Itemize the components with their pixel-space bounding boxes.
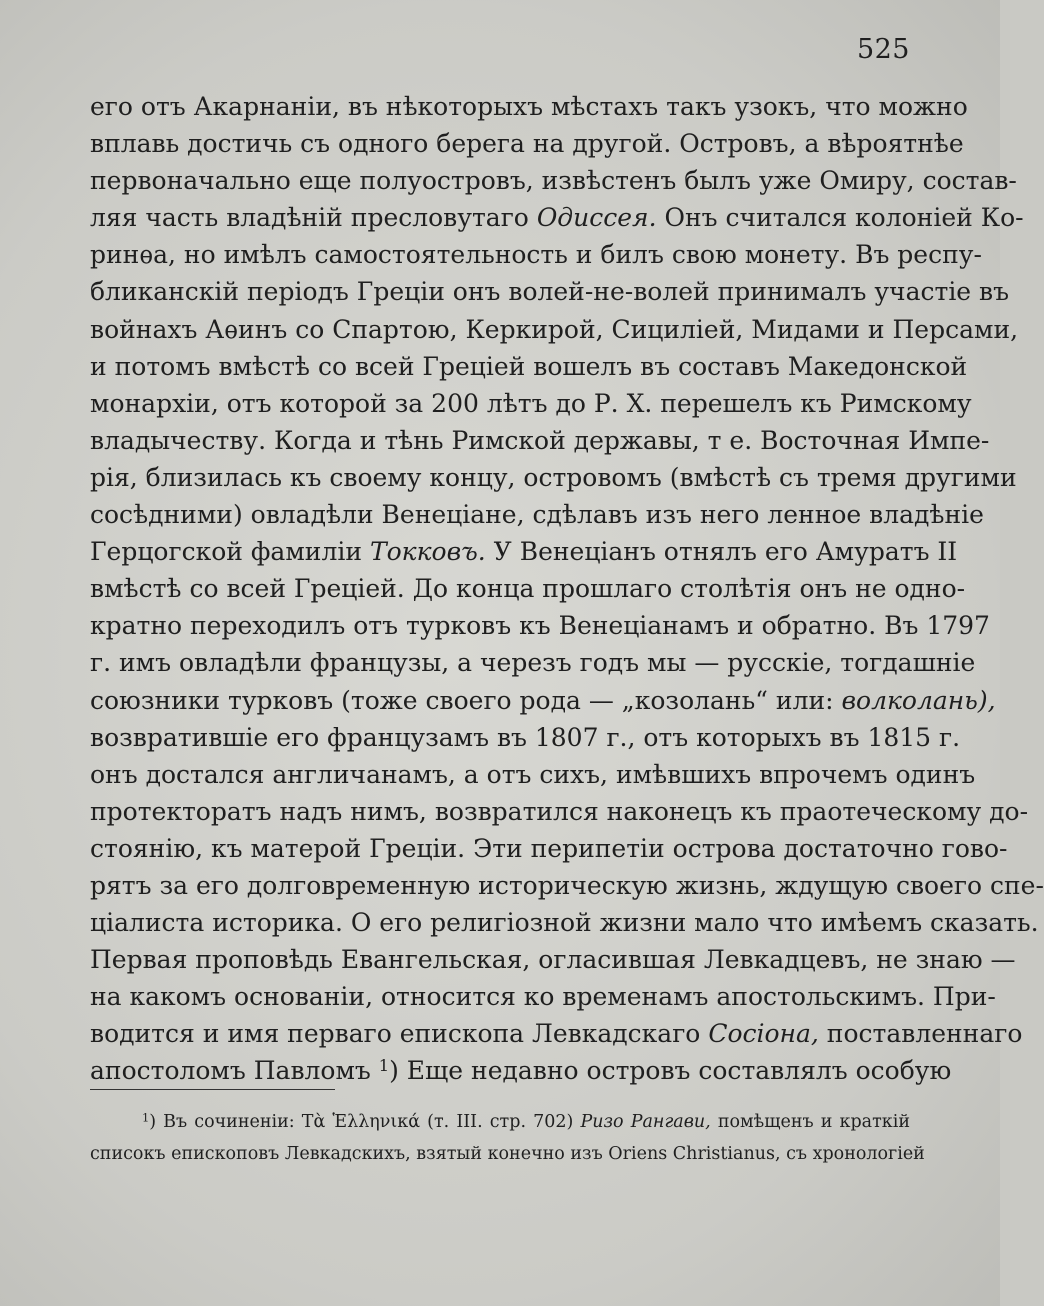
text-line: его отъ Акарнаніи, въ нѣкоторыхъ мѣстахъ такъ узокъ, что можно <box>90 92 968 121</box>
italic-name-tocco: Токковъ. <box>369 537 486 567</box>
italic-word: волколань), <box>841 685 996 715</box>
text-span: союзники турковъ (тоже своего рода — „козолань“ или: <box>90 685 842 715</box>
text-line: онъ достался англичанамъ, а отъ сихъ, имѣвшихъ впрочемъ одинъ <box>90 759 976 789</box>
text-line: ринѳа, но имѣлъ самостоятельность и билъ свою монету. Въ респу- <box>90 240 982 270</box>
text-span: водится и имя перваго епископа Левкадскаго <box>90 1019 709 1049</box>
text-line: кратно переходилъ отъ турковъ къ Венеціанамъ и обратно. Въ 1797 <box>90 611 990 641</box>
text-line <box>90 1015 1023 1052</box>
footnote-divider <box>90 1089 335 1090</box>
text-line <box>90 199 1024 236</box>
text-line: рія, близилась къ своему концу, островомъ (вмѣстѣ съ тремя другими <box>90 462 1017 492</box>
text-line: Первая проповѣдь Евангельская, огласившая Левкадцевъ, не знаю — <box>90 945 1016 975</box>
text-line: стоянію, къ матерой Греціи. Эти перипетіи острова достаточно гово- <box>90 833 1008 863</box>
text-span: ляя часть владѣній пресловутаго <box>90 203 537 233</box>
text-line: бликанскій періодъ Греціи онъ волей-не-волей принималъ участіе въ <box>90 277 1010 307</box>
text-span: Герцогской фамиліи <box>90 537 370 567</box>
footnotes <box>90 1106 925 1170</box>
text-span: помѣщенъ и краткій <box>710 1112 910 1132</box>
text-line: первоначально еще полуостровъ, извѣстенъ былъ уже Омиру, состав- <box>90 166 1017 196</box>
text-line: монархіи, отъ которой за 200 лѣтъ до Р. Х. перешелъ къ Римскому <box>90 388 972 418</box>
page-number: 525 <box>856 34 910 65</box>
text-span: апостоломъ Павломъ <box>90 1056 379 1086</box>
body-text <box>90 88 1044 1090</box>
italic-author: Ризо Рангави, <box>580 1112 711 1132</box>
italic-name-odysseus: Одиссея. <box>536 203 657 233</box>
text-line: сосѣдними) овладѣли Венеціане, сдѣлавъ изъ него ленное владѣніе <box>90 500 984 530</box>
text-line: и потомъ вмѣстѣ со всей Греціей вошелъ въ составъ Македонской <box>90 351 968 381</box>
italic-name-sosion: Сосіона, <box>708 1019 819 1049</box>
text-line: владычеству. Когда и тѣнь Римской державы, т е. Восточная Импе- <box>90 425 990 455</box>
footnote-marker: 1 <box>378 1056 390 1076</box>
text-line: на какомъ основаніи, относится ко временамъ апостольскимъ. При- <box>90 982 996 1012</box>
text-line: вплавь достичь съ одного берега на другой. Островъ, а вѣроятнѣе <box>90 129 964 159</box>
text-line: вмѣстѣ со всей Греціей. До конца прошлаго столѣтія онъ не одно- <box>90 574 966 604</box>
footnote-line <box>90 1106 910 1138</box>
text-line: протекторатъ надъ нимъ, возвратился наконецъ къ праотеческому до- <box>90 796 1029 826</box>
text-line <box>90 1052 952 1089</box>
text-span: ) Въ сочиненіи: Τὰ Ἑλληνικά (т. III. стр. 702) <box>149 1112 581 1132</box>
text-span: Онъ считался колоніей Ко- <box>656 203 1024 233</box>
text-line <box>90 682 996 719</box>
text-line <box>90 533 958 570</box>
footnote-number: 1 <box>142 1110 150 1125</box>
footnote-line: списокъ епископовъ Левкадскихъ, взятый конечно изъ Oriens Christianus, съ хронологіей <box>90 1144 925 1164</box>
text-span: поставленнаго <box>818 1019 1023 1049</box>
text-line: г. имъ овладѣли французы, а черезъ годъ мы — русскіе, тогдашніе <box>90 648 976 678</box>
text-line: войнахъ Аѳинъ со Спартою, Керкирой, Сициліей, Мидами и Персами, <box>90 314 1019 344</box>
text-line: ціалиста историка. О его религіозной жизни мало что имѣемъ сказать. <box>90 908 1039 938</box>
text-span: У Венеціанъ отнялъ его Амуратъ II <box>485 537 958 567</box>
text-line: возвратившіе его французамъ въ 1807 г., отъ которыхъ въ 1815 г. <box>90 722 961 752</box>
text-line: рятъ за его долговременную историческую жизнь, ждущую своего спе- <box>90 870 1044 900</box>
text-span: ) Еще недавно островъ составлялъ особую <box>389 1056 952 1086</box>
